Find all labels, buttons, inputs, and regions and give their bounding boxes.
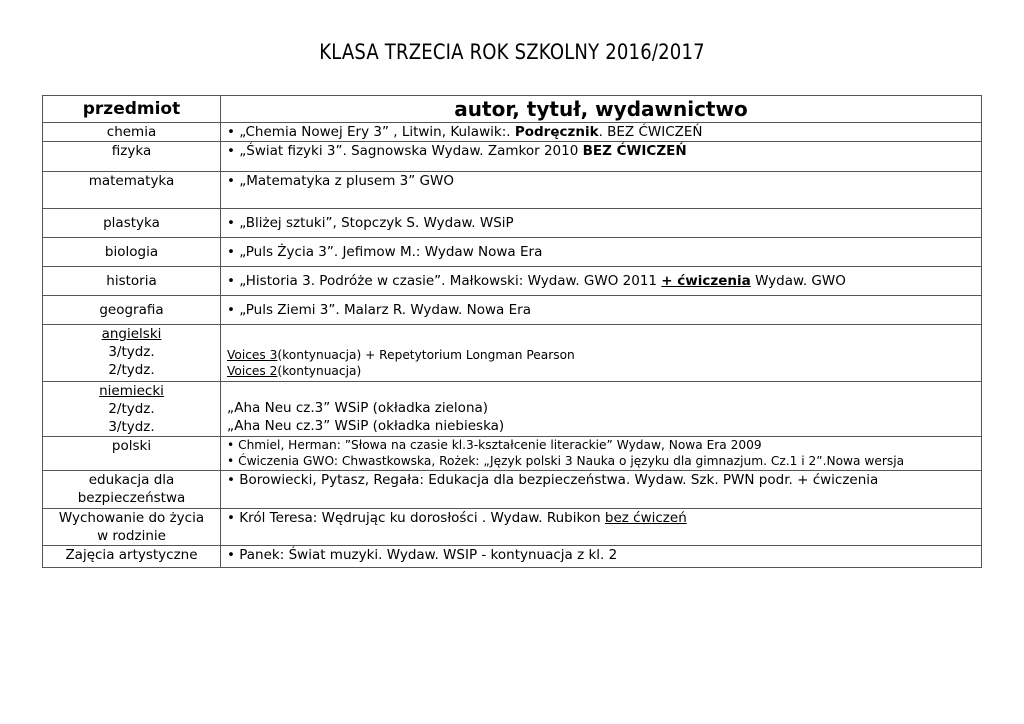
details-text: (kontynuacja) + Repetytorium Longman Pearson (277, 348, 575, 362)
table-row (43, 382, 982, 437)
book-title: Voices 2 (227, 364, 278, 378)
textbook-table (42, 95, 982, 568)
subject-cell: Zajęcia artystyczne (43, 546, 221, 568)
table-row (43, 509, 982, 546)
subject-cell: biologia (43, 238, 221, 267)
details-cell (221, 382, 982, 437)
details-underlined: bez ćwiczeń (604, 510, 687, 526)
table-row (43, 437, 982, 471)
table-row (43, 123, 982, 142)
details-cell (221, 437, 982, 471)
table-row (43, 209, 982, 238)
details-line: • Ćwiczenia GWO: Chwastkowska, Rożek: „Język polski 3 Nauka o języku dla gimnazjum. Cz.1 i 2”.Nowa wersja (227, 454, 905, 468)
subject-cell: historia (43, 267, 221, 296)
details-cell (221, 509, 982, 546)
details-cell: • Panek: Świat muzyki. Wydaw. WSIP - kontynuacja z kl. 2 (221, 546, 982, 568)
table-row (43, 296, 982, 325)
subject-cell: geografia (43, 296, 221, 325)
table-row (43, 546, 982, 568)
details-line: „Aha Neu cz.3” WSiP (okładka niebieska) (227, 418, 505, 434)
details-cell: • „Matematyka z plusem 3” GWO (221, 172, 982, 209)
hours-per-week: 2/tydz. (108, 362, 155, 378)
subject-cell: fizyka (43, 142, 221, 172)
hours-per-week: 3/tydz. (108, 344, 155, 360)
details-bold-underlined: + ćwiczenia (661, 273, 751, 289)
details-text: Wydaw. GWO (750, 273, 846, 289)
details-cell (221, 325, 982, 382)
subject-cell: chemia (43, 123, 221, 142)
subject-line: bezpieczeństwa (77, 490, 186, 506)
details-cell: • „Bliżej sztuki”, Stopczyk S. Wydaw. WSiP (221, 209, 982, 238)
subject-line: w rodzinie (97, 528, 166, 544)
hours-per-week: 3/tydz. (108, 419, 155, 435)
table-row (43, 267, 982, 296)
details-cell: • „Puls Życia 3”. Jefimow M.: Wydaw Nowa Era (221, 238, 982, 267)
details-text: (kontynuacja) (277, 364, 362, 378)
hours-per-week: 2/tydz. (108, 401, 155, 417)
subject-cell: plastyka (43, 209, 221, 238)
table-row (43, 238, 982, 267)
header-subject: przedmiot (43, 96, 221, 123)
details-text: • „Historia 3. Podróże w czasie”. Małkowski: Wydaw. GWO 2011 (227, 273, 662, 289)
table-row (43, 325, 982, 382)
details-text: • „Chemia Nowej Ery 3” , Litwin, Kulawik:. (227, 124, 515, 140)
table-header-row (43, 96, 982, 123)
details-cell (221, 267, 982, 296)
table-row (43, 172, 982, 209)
table-row (43, 471, 982, 509)
subject-cell (43, 325, 221, 382)
subject-line: Wychowanie do życia (58, 510, 205, 526)
details-text: • Król Teresa: Wędrując ku dorosłości . Wydaw. Rubikon (227, 510, 605, 526)
page-title: KLASA TRZECIA ROK SZKOLNY 2016/2017 (319, 40, 705, 64)
subject-cell: polski (43, 437, 221, 471)
subject-cell (43, 471, 221, 509)
details-line: • Chmiel, Herman: ”Słowa na czasie kl.3-kształcenie literackie” Wydaw, Nowa Era 2009 (227, 438, 762, 452)
header-details: autor, tytuł, wydawnictwo (221, 96, 982, 123)
subject-name: niemiecki (99, 383, 164, 399)
subject-name: angielski (101, 326, 162, 342)
subject-cell (43, 509, 221, 546)
details-line (227, 363, 981, 379)
subject-line: edukacja dla (88, 472, 175, 488)
details-cell (221, 123, 982, 142)
book-title: Voices 3 (227, 348, 278, 362)
details-bold: Podręcznik (514, 124, 599, 140)
details-cell: • Borowiecki, Pytasz, Regała: Edukacja dla bezpieczeństwa. Wydaw. Szk. PWN podr. + ćwiczenia (221, 471, 982, 509)
details-cell (221, 142, 982, 172)
details-cell: • „Puls Ziemi 3”. Malarz R. Wydaw. Nowa Era (221, 296, 982, 325)
subject-cell: matematyka (43, 172, 221, 209)
subject-cell (43, 382, 221, 437)
details-bold: BEZ ĆWICZEŃ (582, 143, 687, 159)
details-text: . BEZ ĆWICZEŃ (598, 124, 703, 140)
details-text: • „Świat fizyki 3”. Sagnowska Wydaw. Zamkor 2010 (227, 143, 583, 159)
details-line (227, 347, 981, 363)
details-line: „Aha Neu cz.3” WSiP (okładka zielona) (227, 400, 489, 416)
table-row (43, 142, 982, 172)
